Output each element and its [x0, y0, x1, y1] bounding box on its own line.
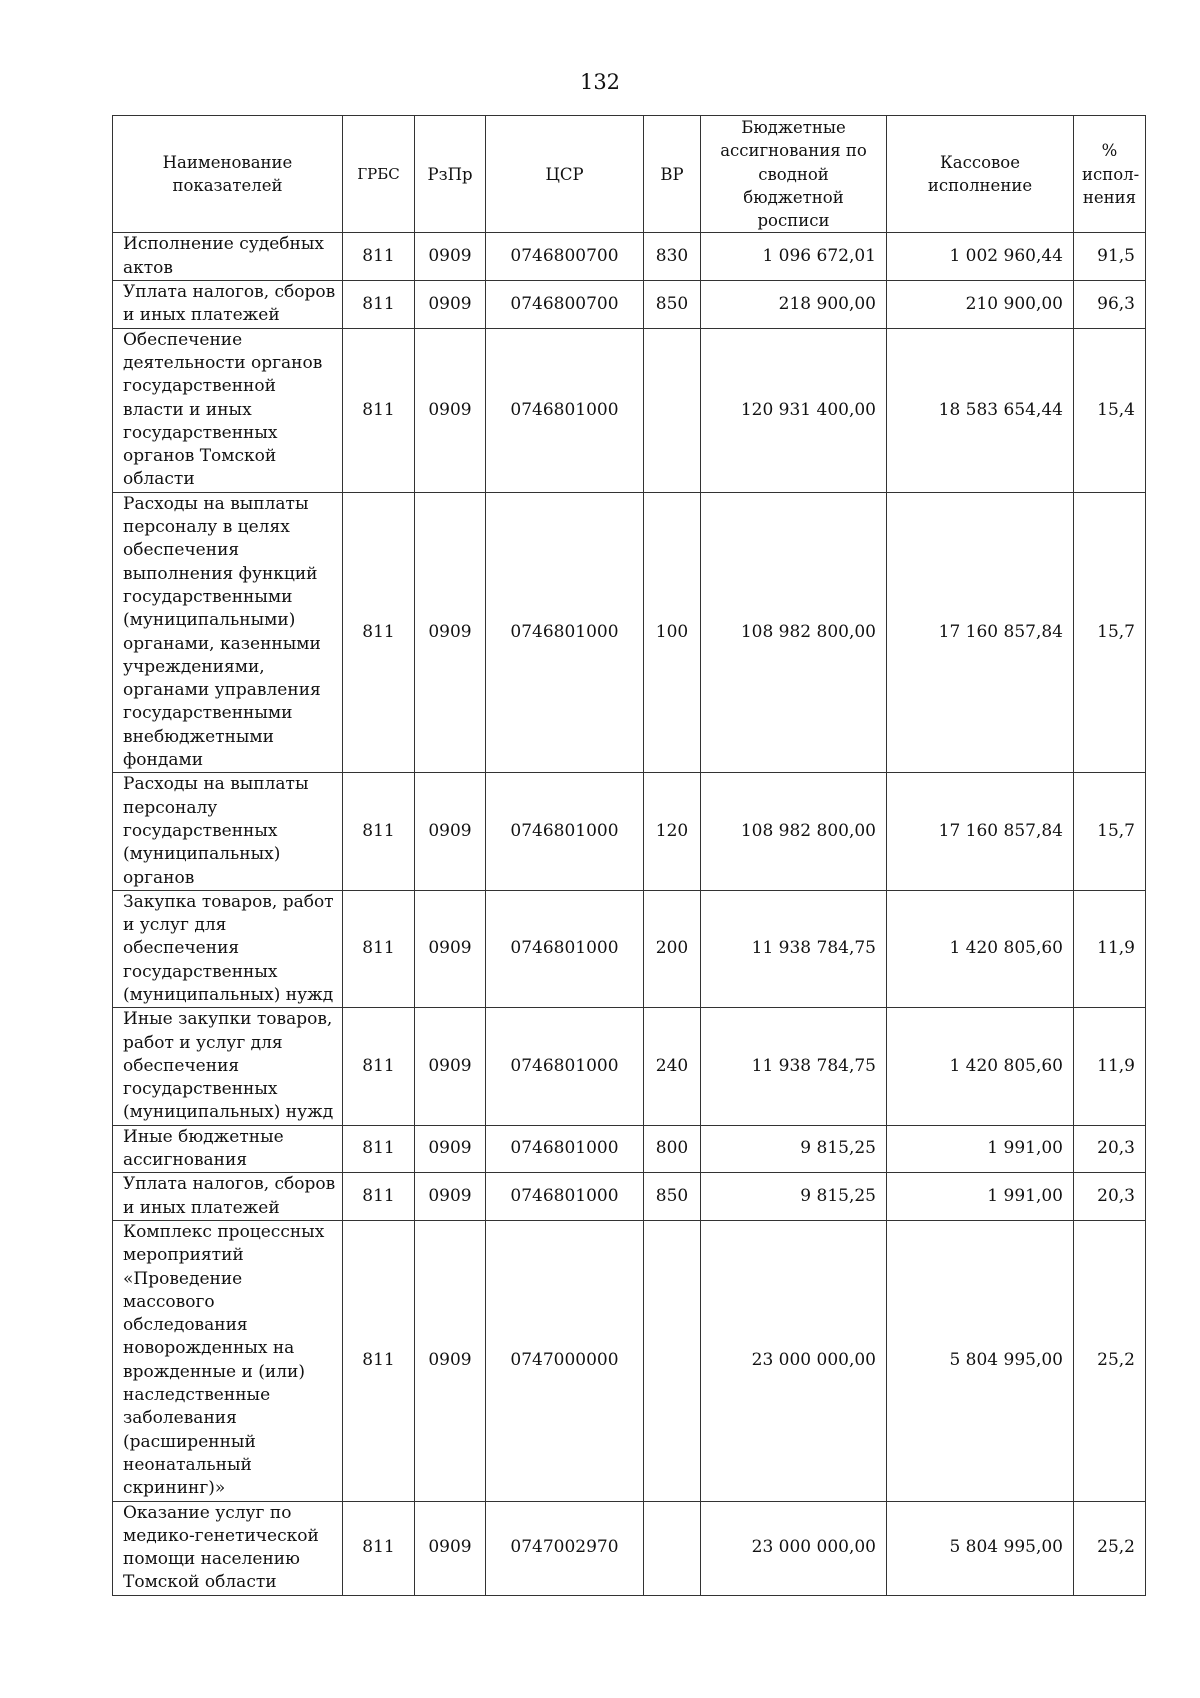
cell-percent: 20,3 — [1074, 1125, 1146, 1173]
cell-vr — [644, 1501, 701, 1595]
cell-grbs: 811 — [343, 1220, 415, 1501]
cell-name: Исполнение судебных актов — [113, 233, 343, 281]
cell-name: Расходы на выплаты персоналу государственных (муниципальных) органов — [113, 773, 343, 890]
cell-percent: 15,7 — [1074, 492, 1146, 773]
cell-rzpr: 0909 — [415, 1501, 486, 1595]
cell-executed: 1 991,00 — [887, 1173, 1074, 1221]
cell-csr: 0746801000 — [486, 1173, 644, 1221]
cell-rzpr: 0909 — [415, 233, 486, 281]
header-grbs: ГРБС — [343, 116, 415, 233]
cell-executed: 18 583 654,44 — [887, 328, 1074, 492]
cell-name: Иные закупки товаров, работ и услуг для обеспечения государственных (муниципальных) нужд — [113, 1008, 343, 1125]
cell-name: Обеспечение деятельности органов государственной власти и иных государственных органов Томской области — [113, 328, 343, 492]
header-rzpr: РзПр — [415, 116, 486, 233]
cell-assigned: 9 815,25 — [701, 1173, 887, 1221]
cell-vr: 800 — [644, 1125, 701, 1173]
cell-csr: 0746801000 — [486, 1125, 644, 1173]
table-body — [113, 233, 1146, 1595]
cell-grbs: 811 — [343, 328, 415, 492]
header-row — [113, 116, 1146, 233]
cell-assigned: 108 982 800,00 — [701, 492, 887, 773]
cell-percent: 11,9 — [1074, 890, 1146, 1007]
cell-name: Иные бюджетные ассигнования — [113, 1125, 343, 1173]
cell-rzpr: 0909 — [415, 890, 486, 1007]
cell-grbs: 811 — [343, 1501, 415, 1595]
cell-executed: 1 420 805,60 — [887, 1008, 1074, 1125]
cell-name: Закупка товаров, работ и услуг для обеспечения государственных (муниципальных) нужд — [113, 890, 343, 1007]
header-assigned: Бюджетные ассигнования по сводной бюджетной росписи — [701, 116, 887, 233]
cell-name: Оказание услуг по медико-генетической помощи населению Томской области — [113, 1501, 343, 1595]
cell-percent: 96,3 — [1074, 281, 1146, 329]
cell-assigned: 9 815,25 — [701, 1125, 887, 1173]
cell-executed: 1 991,00 — [887, 1125, 1074, 1173]
table-header — [113, 116, 1146, 233]
table-row — [113, 492, 1146, 773]
budget-execution-table — [112, 115, 1146, 1596]
cell-percent: 15,7 — [1074, 773, 1146, 890]
cell-assigned: 1 096 672,01 — [701, 233, 887, 281]
cell-assigned: 108 982 800,00 — [701, 773, 887, 890]
table-row — [113, 328, 1146, 492]
cell-executed: 210 900,00 — [887, 281, 1074, 329]
table-row — [113, 1501, 1146, 1595]
cell-name: Уплата налогов, сборов и иных платежей — [113, 281, 343, 329]
table-row — [113, 281, 1146, 329]
cell-rzpr: 0909 — [415, 281, 486, 329]
cell-percent: 11,9 — [1074, 1008, 1146, 1125]
cell-rzpr: 0909 — [415, 1220, 486, 1501]
cell-grbs: 811 — [343, 492, 415, 773]
cell-csr: 0747000000 — [486, 1220, 644, 1501]
cell-executed: 17 160 857,84 — [887, 773, 1074, 890]
cell-csr: 0746801000 — [486, 328, 644, 492]
table-row — [113, 1173, 1146, 1221]
cell-grbs: 811 — [343, 1008, 415, 1125]
table-row — [113, 1125, 1146, 1173]
cell-vr: 830 — [644, 233, 701, 281]
cell-rzpr: 0909 — [415, 1008, 486, 1125]
cell-csr: 0747002970 — [486, 1501, 644, 1595]
cell-vr: 120 — [644, 773, 701, 890]
cell-percent: 15,4 — [1074, 328, 1146, 492]
cell-csr: 0746800700 — [486, 233, 644, 281]
cell-grbs: 811 — [343, 233, 415, 281]
header-name: Наименование показателей — [113, 116, 343, 233]
table-row — [113, 233, 1146, 281]
cell-csr: 0746801000 — [486, 492, 644, 773]
cell-vr: 240 — [644, 1008, 701, 1125]
cell-assigned: 23 000 000,00 — [701, 1220, 887, 1501]
cell-rzpr: 0909 — [415, 328, 486, 492]
cell-vr: 200 — [644, 890, 701, 1007]
table-row — [113, 1220, 1146, 1501]
cell-percent: 25,2 — [1074, 1220, 1146, 1501]
cell-vr — [644, 328, 701, 492]
cell-grbs: 811 — [343, 281, 415, 329]
cell-grbs: 811 — [343, 890, 415, 1007]
cell-csr: 0746800700 — [486, 281, 644, 329]
cell-assigned: 23 000 000,00 — [701, 1501, 887, 1595]
header-csr: ЦСР — [486, 116, 644, 233]
cell-grbs: 811 — [343, 1173, 415, 1221]
cell-executed: 5 804 995,00 — [887, 1220, 1074, 1501]
cell-executed: 1 002 960,44 — [887, 233, 1074, 281]
cell-csr: 0746801000 — [486, 890, 644, 1007]
cell-executed: 1 420 805,60 — [887, 890, 1074, 1007]
cell-percent: 20,3 — [1074, 1173, 1146, 1221]
cell-vr: 850 — [644, 1173, 701, 1221]
cell-grbs: 811 — [343, 1125, 415, 1173]
cell-grbs: 811 — [343, 773, 415, 890]
cell-assigned: 11 938 784,75 — [701, 890, 887, 1007]
cell-executed: 17 160 857,84 — [887, 492, 1074, 773]
header-vr: ВР — [644, 116, 701, 233]
page-number: 132 — [579, 70, 621, 94]
cell-executed: 5 804 995,00 — [887, 1501, 1074, 1595]
table-row — [113, 890, 1146, 1007]
cell-rzpr: 0909 — [415, 492, 486, 773]
cell-name: Комплекс процессных мероприятий «Проведение массового обследования новорожденных на врожденные и (или) наследственные заболевания (расширенный неонатальный скрининг)» — [113, 1220, 343, 1501]
cell-assigned: 11 938 784,75 — [701, 1008, 887, 1125]
cell-rzpr: 0909 — [415, 1125, 486, 1173]
cell-assigned: 218 900,00 — [701, 281, 887, 329]
cell-percent: 91,5 — [1074, 233, 1146, 281]
cell-rzpr: 0909 — [415, 773, 486, 890]
table-row — [113, 1008, 1146, 1125]
header-executed: Кассовое исполнение — [887, 116, 1074, 233]
cell-rzpr: 0909 — [415, 1173, 486, 1221]
cell-csr: 0746801000 — [486, 1008, 644, 1125]
cell-vr: 850 — [644, 281, 701, 329]
cell-name: Уплата налогов, сборов и иных платежей — [113, 1173, 343, 1221]
cell-csr: 0746801000 — [486, 773, 644, 890]
cell-vr: 100 — [644, 492, 701, 773]
cell-assigned: 120 931 400,00 — [701, 328, 887, 492]
table-row — [113, 773, 1146, 890]
header-percent: % испол-нения — [1074, 116, 1146, 233]
cell-vr — [644, 1220, 701, 1501]
cell-percent: 25,2 — [1074, 1501, 1146, 1595]
cell-name: Расходы на выплаты персоналу в целях обеспечения выполнения функций государственными (муниципальными) органами, казенными учреждениями, органами управления государственными внебюджетными фондами — [113, 492, 343, 773]
